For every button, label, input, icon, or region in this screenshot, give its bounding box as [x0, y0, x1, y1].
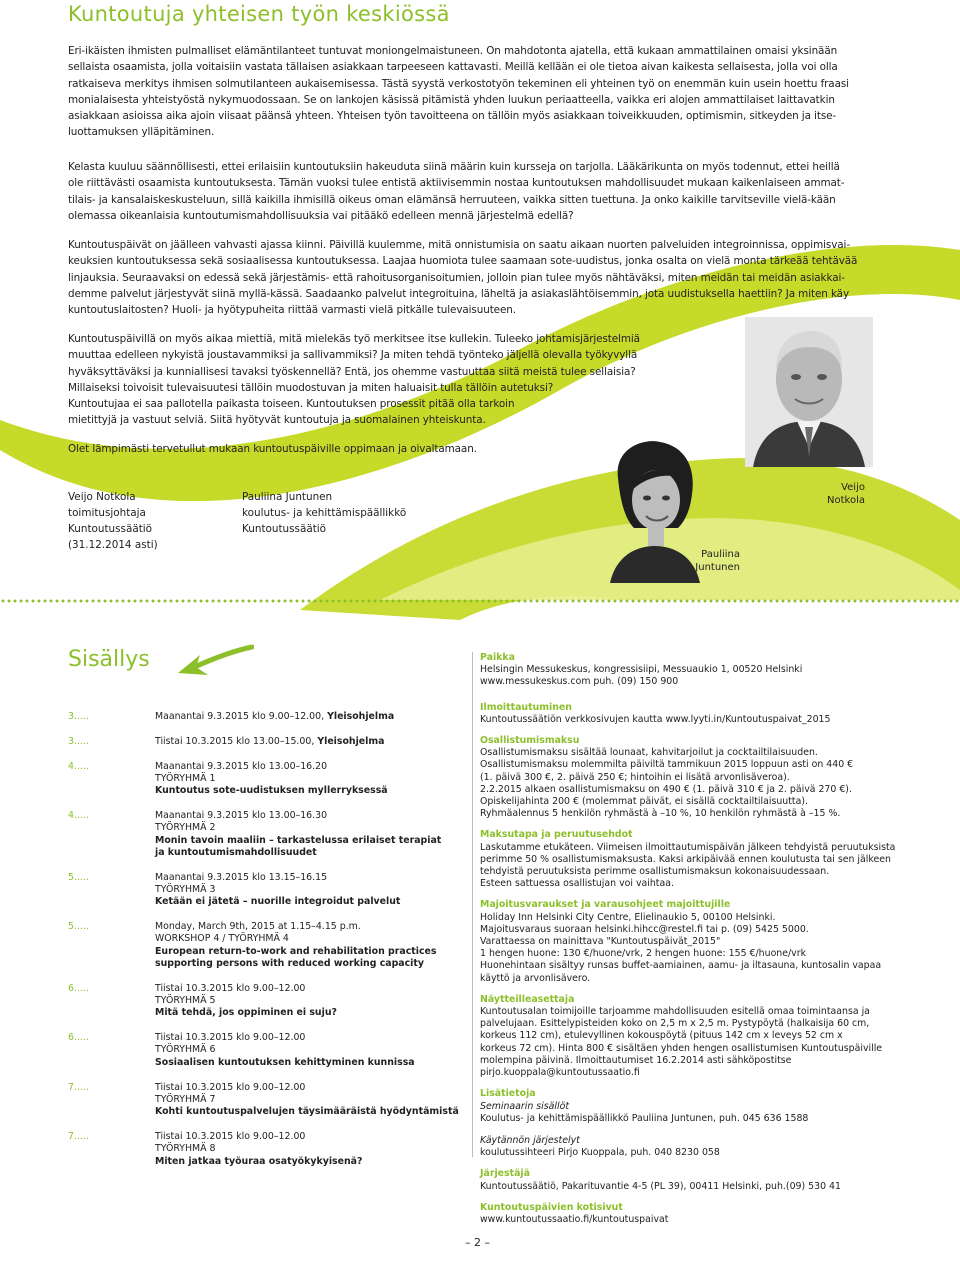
text-line: asiakkaan asioissa aika ajoin viisaat päänsä yhteen. Yhteisen työn tavoitteena on tällöin myös asiakkaan toiveikkuuden, optimismin, sitkeyden ja itse-: [68, 110, 837, 123]
toc-item: [68, 736, 468, 748]
text-line: demme palvelut järjestyvät siinä myllä-kässä. Saadaanko palvelut integroituina, läheltä ja asiakaslähtöisemmin, jota uudistuksella haettiin? Ja miten käy: [68, 287, 849, 300]
info-line: Huonehintaan sisältyy runsas buffet-aamiainen, aamu- ja iltasauna, kuntosalin vapaa: [480, 960, 882, 972]
toc-page-number: 6.....: [68, 1032, 89, 1044]
info-line: Koulutus- ja kehittämispäällikkö Pauliina Juntunen, puh. 045 636 1588: [480, 1112, 809, 1124]
toc-item: [68, 1032, 468, 1069]
info-heading: Näytteilleasettaja: [480, 993, 575, 1005]
toc-title: Mitä tehdä, jos oppiminen ei suju?: [155, 1007, 337, 1019]
toc-line: TYÖRYHMÄ 3: [155, 883, 216, 895]
toc-line: Tiistai 10.3.2015 klo 9.00–12.00: [155, 982, 306, 994]
event-info: [480, 652, 896, 1235]
toc-title: Kuntoutus sote-uudistuksen myllerryksessä: [155, 785, 388, 797]
toc-item: [68, 921, 468, 970]
info-heading: Järjestäjä: [480, 1168, 530, 1180]
info-line: Kuntoutusalan toimijoille tarjoamme mahdollisuuden esitellä omaa toimintaansa ja: [480, 1006, 870, 1018]
paragraph-2: [68, 159, 868, 224]
info-line: Kuntoutussäätiö, Pakarituvantie 4-5 (PL 39), 00411 Helsinki, puh.(09) 530 41: [480, 1180, 841, 1192]
text-line: ole riittävästi osaamista kuntoutuksesta. Tämän vuoksi tulee entistä aktiivisemmin nostaa kuntoutuksen mahdollisuudet mukaan kaikenlaiseen ammat-: [68, 177, 845, 190]
toc-item: [68, 810, 468, 859]
info-section-payment: [480, 829, 896, 890]
dotted-divider: [0, 599, 960, 603]
toc-title: Yleisohjelma: [317, 735, 385, 747]
toc-page-number: 5.....: [68, 871, 89, 883]
caption-line: Juntunen: [695, 562, 740, 573]
info-heading: Lisätietoja: [480, 1088, 536, 1100]
info-section-fee: [480, 735, 890, 820]
toc-line: WORKSHOP 4 / TYÖRYHMÄ 4: [155, 933, 289, 945]
info-line: Helsingin Messukeskus, kongressisiipi, Messuaukio 1, 00520 Helsinki: [480, 664, 803, 676]
text-line: monialaisesta yhteistyöstä nykymuodossaan. Se on lankojen käsissä pitämistä yhden luukun periaatteella, vaikka eri alojen ammattilaiset laittavatkin: [68, 93, 835, 106]
info-line: Esteen sattuessa osallistujan voi vaihtaa.: [480, 878, 674, 890]
contents-title: Sisällys: [68, 647, 150, 672]
toc-line: TYÖRYHMÄ 1: [155, 772, 216, 784]
toc-page-number: 7.....: [68, 1130, 89, 1142]
signature-line: Kuntoutussäätiö: [242, 523, 327, 535]
signature-line: Veijo Notkola: [68, 491, 136, 503]
text-line: tilais- ja kansalaiskeskusteluun, sillä kaikilla ihmisillä oikeus oman elämänsä herruuteen, vaikka sitten tuettuna. Ja onko kaikille tarvitseville vielä-kään: [68, 193, 836, 206]
signature-line: Kuntoutussäätiö: [68, 523, 153, 535]
paragraph-1: [68, 43, 868, 141]
toc-page-number: 5.....: [68, 921, 89, 933]
info-heading: Majoitusvaraukset ja varausohjeet majoittujille: [480, 899, 731, 911]
info-heading: Maksutapa ja peruutusehdot: [480, 829, 633, 841]
toc-title: Monin tavoin maaliin – tarkastelussa erilaiset terapiat: [155, 834, 442, 846]
signature-line: Pauliina Juntunen: [242, 491, 333, 503]
text-line: linjauksia. Seuraavaksi on edessä sekä järjestämis- että rahoitusorganisoitumien, jolloin pian tulee myös nähtäväksi, miten meidän tai meidän asiakkai-: [68, 271, 845, 284]
toc-line: TYÖRYHMÄ 6: [155, 1044, 216, 1056]
info-line: 1 hengen huone: 130 €/huone/vrk, 2 hengen huone: 155 €/huone/vrk: [480, 948, 807, 960]
toc-item: [68, 1131, 468, 1168]
caption-veijo: [815, 481, 865, 507]
text-line: luottamuksen ylläpitäminen.: [68, 126, 215, 139]
info-line: Holiday Inn Helsinki City Centre, Elielinaukio 5, 00100 Helsinki.: [480, 911, 776, 923]
info-line: korkeus 72 cm). Hinta 800 € sisältäen yhden hengen osallistumisen Kuntoutuspäiville: [480, 1042, 883, 1054]
text-line: Millaiseksi toivoisit tulevaisuutesi tällöin muodostuvan ja miten haluaisit tulla tällöin autetuksi?: [68, 381, 554, 394]
text-line: Olet lämpimästi tervetullut mukaan kuntoutuspäiville oppimaan ja oivaltamaan.: [68, 443, 477, 455]
column-divider: [472, 652, 473, 1157]
info-line: Osallistumismaksu molemmilta päiviltä tammikuun 2015 loppuun asti on 440 €: [480, 759, 854, 771]
text-line: Kuntoutuspäivät on jäälleen vahvasti ajassa kiinni. Päivillä kuulemme, mitä onnistumisia on saatu aikaan nuorten palveluiden integroinnissa, oppimisvai-: [68, 239, 850, 251]
toc-item: [68, 711, 468, 723]
text-line: muuttaa edelleen nykyistä joustavammiksi ja sallivammiksi? Ja miten tehdä työnteko jäljellä olevalla työkyvyllä: [68, 349, 638, 362]
toc-page-number: 7.....: [68, 1081, 89, 1093]
toc-line: Tiistai 10.3.2015 klo 9.00–12.00: [155, 1032, 306, 1044]
text-line: mietittyjä ja vastuut selviä. Siitä hyötyvät kuntoutuja ja suomalainen yhteiskunta.: [68, 414, 486, 427]
info-section-organizer: [480, 1168, 890, 1192]
toc-item: [68, 983, 468, 1020]
info-heading: Ilmoittautuminen: [480, 701, 572, 713]
text-line: Kuntoutuspäivillä on myös aikaa miettiä, mitä mielekäs työ merkitsee itse kullekin. Tuleeko johtamisjärjestelmiä: [68, 333, 640, 345]
toc-line: TYÖRYHMÄ 2: [155, 822, 216, 834]
text-line: ratkaiseva merkitys ihmisen solmutilanteen aukaisemisessa. Tästä syystä verkostotyön tekeminen eli yhteinen työ on enemmän kuin usein hoettu fraasi: [68, 77, 849, 90]
info-section-registration: [480, 702, 890, 726]
info-line: perimme 50 % osallistumismaksusta. Kaksi arkipäivää ennen koulutusta tai sen jälkeen: [480, 853, 891, 865]
toc-line: Maanantai 9.3.2015 klo 13.00–16.30: [155, 809, 328, 821]
toc-page-number: 3.....: [68, 735, 89, 747]
toc-line: Maanantai 9.3.2015 klo 13.00–16.20: [155, 760, 328, 772]
info-line: www.kuntoutussaatio.fi/kuntoutuspaivat: [480, 1213, 669, 1225]
arrow-icon: [172, 641, 254, 685]
info-line: molempina päivinä. Ilmoittautumiset 16.2.2014 asti sähköpostitse: [480, 1054, 792, 1066]
toc-page-number: 4.....: [68, 809, 89, 821]
toc-title: Miten jatkaa työuraa osatyökykyisenä?: [155, 1155, 363, 1167]
toc-line: Tiistai 10.3.2015 klo 9.00–12.00: [155, 1130, 306, 1142]
toc-line: Tiistai 10.3.2015 klo 13.00–15.00,: [155, 735, 318, 747]
signature-line: (31.12.2014 asti): [68, 539, 158, 551]
info-subheading: Käytännön järjestelyt: [480, 1134, 580, 1146]
info-line: Opiskelijahinta 200 € (molemmat päivät, ei sisällä cocktailtilaisuutta).: [480, 796, 808, 808]
info-line: korkeus 112 cm), etulevyllinen kokouspöytä (pituus 142 cm x leveys 52 cm x: [480, 1030, 843, 1042]
text-line: sellaista osaamista, jolla voitaisiin vastata tällaisen asiakkaan tarpeeseen kattavasti. Meillä kellään ei ole tietoa aivan kaikesta sellaisesta, jolla voi olla: [68, 61, 838, 74]
page-number: – 2 –: [465, 1236, 490, 1249]
page-title: Kuntoutuja yhteisen työn keskiössä: [68, 2, 450, 26]
signature-veijo-notkola: [68, 489, 158, 553]
info-line: Ryhmäalennus 5 henkilön ryhmästä à –10 %, 10 henkilön ryhmästä à –15 %.: [480, 808, 841, 820]
toc-line: Maanantai 9.3.2015 klo 9.00–12.00,: [155, 711, 328, 722]
text-line: kuntoutuslaitosten? Huoli- ja hyötypuheita riittää varmasti vielä pitkälle tulevaisuuteen.: [68, 304, 516, 317]
caption-line: Notkola: [827, 495, 865, 506]
info-heading: Osallistumismaksu: [480, 735, 580, 747]
signature-pauliina-juntunen: [242, 489, 406, 537]
toc-title: Sosiaalisen kuntoutuksen kehittyminen kunnissa: [155, 1056, 415, 1068]
info-section-venue: [480, 652, 890, 689]
paragraph-4: [68, 331, 668, 429]
info-line: pirjo.kuoppala@kuntoutussaatio.fi: [480, 1067, 640, 1079]
info-line: (1. päivä 300 €, 2. päivä 250 €; hintoihin ei lisätä arvonlisäveroa).: [480, 771, 790, 783]
table-of-contents: [68, 711, 468, 1180]
caption-line: Pauliina: [701, 549, 740, 560]
info-line: Majoitusvaraus suoraan helsinki.hihcc@restel.fi tai p. (09) 5425 5000.: [480, 923, 809, 935]
toc-line: Monday, March 9th, 2015 at 1.15–4.15 p.m.: [155, 921, 361, 933]
toc-page-number: 4.....: [68, 760, 89, 772]
toc-line: TYÖRYHMÄ 7: [155, 1093, 216, 1105]
info-section-website: [480, 1202, 890, 1226]
text-line: hyväksyttäväksi ja kunniallisesi tavaksi työskennellä? Entä, jos ohemme vastuuttaa siitä meistä tulee sellaisia?: [68, 365, 636, 378]
toc-title: Kohti kuntoutuspalvelujen täysimääräistä hyödyntämistä: [155, 1106, 459, 1118]
signature-line: koulutus- ja kehittämispäällikkö: [242, 507, 407, 519]
info-line: Laskutamme etukäteen. Viimeisen ilmoittautumispäivän jälkeen tehdyistä peruutuksista: [480, 841, 896, 853]
info-heading: Kuntoutuspäivien kotisivut: [480, 1201, 623, 1213]
info-section-exhibitors: [480, 994, 890, 1079]
toc-title: Yleisohjelma: [327, 711, 395, 722]
paragraph-3: [68, 237, 868, 318]
caption-pauliina: [680, 548, 740, 574]
text-line: Kuntoutujaa ei saa pallotella paikasta toiseen. Kuntoutuksen prosessit pitää olla tarkoin: [68, 398, 515, 411]
toc-line: TYÖRYHMÄ 5: [155, 995, 216, 1007]
toc-item: [68, 761, 468, 798]
info-section-accommodation: [480, 899, 890, 984]
toc-item: [68, 1082, 468, 1119]
text-line: keuksien kuntoutuksessa sekä sosiaalisessa kuntoutuksessa. Laajaa huomiota tulee saamaan sote-uudistus, jonka osalta on vielä monta tärkeää tehtävää: [68, 255, 858, 268]
toc-line: Tiistai 10.3.2015 klo 9.00–12.00: [155, 1081, 306, 1093]
info-line: 2.2.2015 alkaen osallistumismaksu on 490 € (1. päivä 310 € ja 2. päivä 270 €).: [480, 783, 852, 795]
info-line: tehdyistä peruutuksista perimme osallistumismaksun kokonaisuudessaan.: [480, 866, 830, 878]
toc-page-number: 6.....: [68, 982, 89, 994]
info-line: palvelujaan. Esittelypisteiden koko on 2,5 m x 2,5 m. Pystypöytä (halkaisija 60 cm,: [480, 1018, 870, 1030]
info-line: Varattaessa on mainittava "Kuntoutuspäivät_2015": [480, 936, 721, 948]
info-section-more-info: [480, 1088, 890, 1159]
photo-veijo-notkola: [745, 317, 873, 467]
toc-page-number: 3.....: [68, 711, 89, 722]
toc-title: ja kuntoutumismahdollisuudet: [155, 846, 317, 858]
toc-item: [68, 872, 468, 909]
info-line: Osallistumismaksu sisältää lounaat, kahvitarjoilut ja cocktailtilaisuuden.: [480, 747, 818, 759]
info-line: koulutussihteeri Pirjo Kuoppala, puh. 040 8230 058: [480, 1147, 720, 1159]
text-line: Eri-ikäisten ihmisten pulmalliset elämäntilanteet tuntuvat moniongelmaistuneen. On mahdotonta ajatella, että kukaan ammattilainen omaisi yksinään: [68, 45, 838, 57]
toc-title: European return-to-work and rehabilitation practices: [155, 945, 437, 957]
toc-line: TYÖRYHMÄ 8: [155, 1143, 216, 1155]
caption-line: Veijo: [841, 482, 865, 493]
text-line: Kelasta kuuluu säännöllisesti, ettei erilaisiin kuntoutuksiin hakeuduta siinä määrin kuin kursseja on tarjolla. Lääkärikunta on myös todennut, ettei heillä: [68, 161, 840, 173]
info-line: Kuntoutussäätiön verkkosivujen kautta www.lyyti.in/Kuntoutuspaivat_2015: [480, 713, 831, 725]
info-heading: Paikka: [480, 652, 515, 663]
signature-line: toimitusjohtaja: [68, 507, 146, 519]
text-line: olemassa oikeanlaisia kuntoutumismahdollisuuksia vai pitääkö edelleen mennä järjestelmä edellä?: [68, 209, 574, 222]
info-subheading: Seminaarin sisällöt: [480, 1100, 570, 1112]
toc-line: Maanantai 9.3.2015 klo 13.15–16.15: [155, 871, 328, 883]
info-line: www.messukeskus.com puh. (09) 150 900: [480, 676, 679, 688]
toc-title: supporting persons with reduced working capacity: [155, 957, 424, 969]
info-line: käyttö ja arvonlisävero.: [480, 972, 591, 984]
toc-title: Ketään ei jätetä – nuorille integroidut palvelut: [155, 896, 401, 908]
